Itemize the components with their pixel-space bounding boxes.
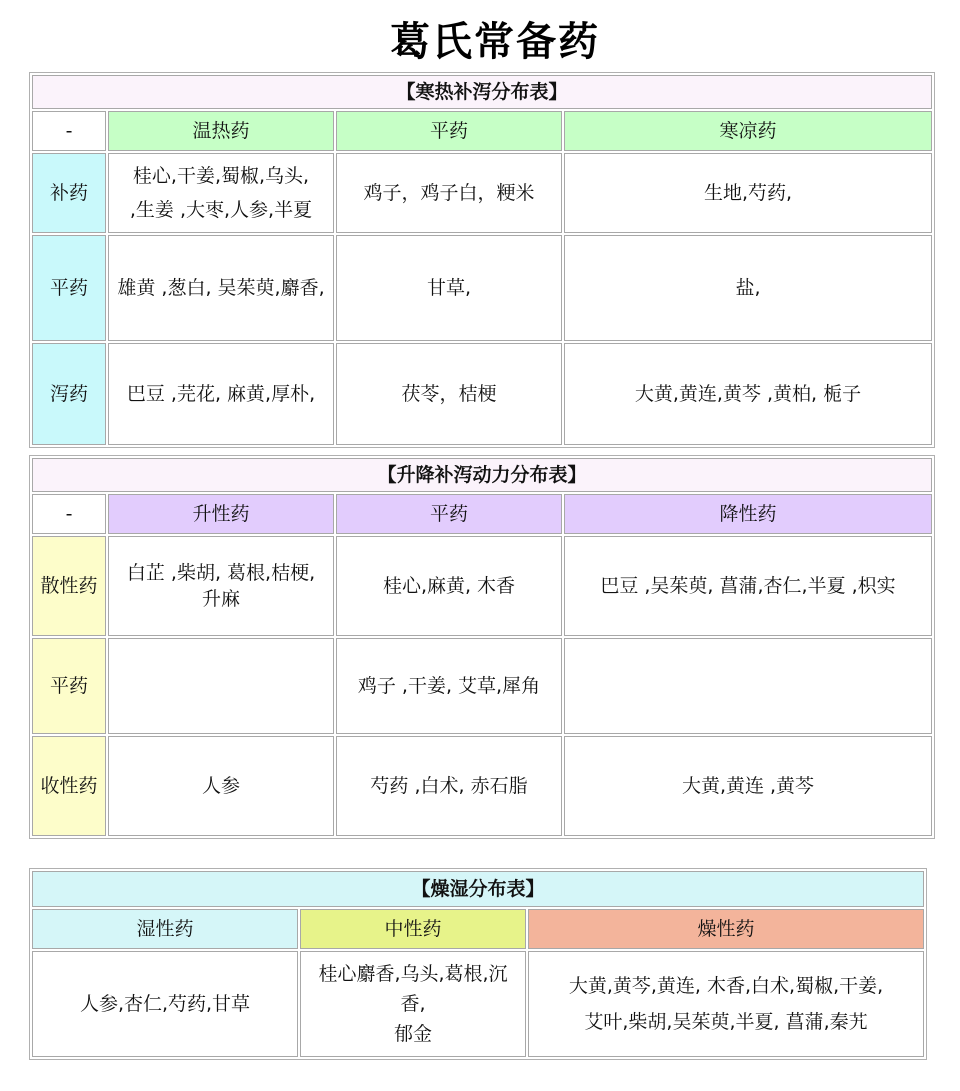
table-cell: 巴豆 ,芫花, 麻黄,厚朴, [108,343,334,445]
row-header: 平药 [32,638,106,734]
table-cell: 甘草, [336,235,562,341]
row-header: 散性药 [32,536,106,636]
table-cell: 雄黄 ,葱白, 吴茱萸,麝香, [108,235,334,341]
table-cell: 人参 [108,736,334,836]
dry-wet-table [29,868,927,1060]
table-cell [528,951,924,1057]
cell-line: 香, [400,993,426,1015]
cell-line: 艾叶,柴胡,吴茱萸,半夏, 菖蒲,秦艽 [584,1011,868,1033]
row-header: 平药 [32,235,106,341]
table-cell [564,638,932,734]
column-header: 平药 [336,494,562,534]
column-header: 燥性药 [528,909,924,949]
table-cell: 桂心,麻黄, 木香 [336,536,562,636]
table-cell [108,153,334,233]
row-header: 收性药 [32,736,106,836]
cell-line: 升麻 [201,588,240,610]
cell-line: 大黄,黄芩,黄连, 木香,白术,蜀椒,干姜, [568,975,884,997]
row-header: 泻药 [32,343,106,445]
table-cell: 大黄,黄连,黄芩 ,黄柏, 栀子 [564,343,932,445]
corner-cell: - [32,494,106,534]
cell-line: ,生姜 ,大枣,人参,半夏 [129,199,313,221]
cell-line: 郁金 [393,1023,432,1045]
column-header: 升性药 [108,494,334,534]
table-cell: 盐, [564,235,932,341]
cell-line: 桂心,干姜,蜀椒,乌头, [132,165,310,187]
column-header: 湿性药 [32,909,298,949]
table-cell: 生地,芍药, [564,153,932,233]
cell-line: 桂心麝香,乌头,葛根,沉 [318,963,508,985]
table-caption: 【寒热补泻分布表】 [32,75,932,109]
table-cell: 人参,杏仁,芍药,甘草 [32,951,298,1057]
table-cell: 巴豆 ,吴茱萸, 菖蒲,杏仁,半夏 ,枳实 [564,536,932,636]
corner-cell: - [32,111,106,151]
table-cell [108,536,334,636]
table-caption: 【升降补泻动力分布表】 [32,458,932,492]
table-cell: 鸡子 ,干姜, 艾草,犀角 [336,638,562,734]
table-cell: 茯苓，桔梗 [336,343,562,445]
table-cell: 芍药 ,白术, 赤石脂 [336,736,562,836]
column-header: 温热药 [108,111,334,151]
rise-fall-table [29,455,935,839]
row-header: 补药 [32,153,106,233]
column-header: 中性药 [300,909,526,949]
table-cell: 鸡子，鸡子白，粳米 [336,153,562,233]
column-header: 降性药 [564,494,932,534]
cell-line: 白芷 ,柴胡, 葛根,桔梗, [126,562,316,584]
cold-heat-table [29,72,935,448]
table-cell [108,638,334,734]
column-header: 平药 [336,111,562,151]
table-cell [300,951,526,1057]
column-header: 寒凉药 [564,111,932,151]
table-caption: 【燥湿分布表】 [32,871,924,907]
page-title: 葛氏常备药 [390,19,600,65]
table-cell: 大黄,黄连 ,黄芩 [564,736,932,836]
